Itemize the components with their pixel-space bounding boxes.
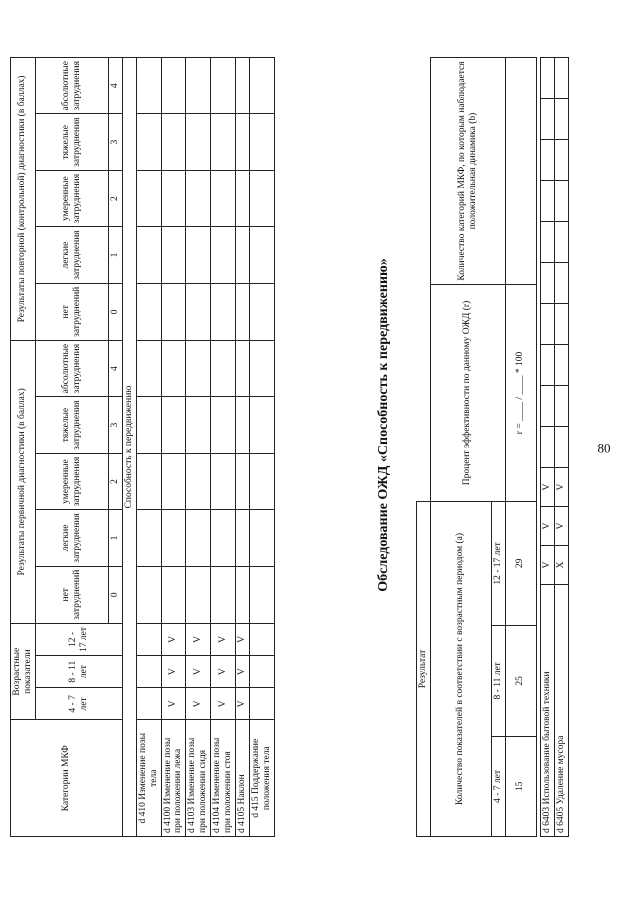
age-value: 29 [505, 502, 536, 626]
empty-cell [554, 304, 568, 345]
empty-cell [554, 345, 568, 386]
empty-cell [249, 656, 274, 688]
empty-cell [136, 170, 161, 226]
value-cell: V [186, 656, 211, 688]
value-cell: V [161, 623, 186, 655]
empty-cell [211, 283, 236, 340]
empty-cell [136, 340, 161, 396]
empty-cell [161, 453, 186, 509]
col-category: Категории МКФ [11, 720, 123, 837]
col-b-header: Количество категорий МКФ, по которым наблюдается положительная динамика (b) [430, 58, 505, 285]
empty-cell [211, 566, 236, 623]
table-row [236, 58, 250, 837]
empty-cell [249, 340, 274, 396]
empty-cell [249, 227, 274, 283]
page-number: 80 [597, 440, 611, 456]
value-cell: V [541, 468, 555, 507]
empty-cell [249, 566, 274, 623]
main-table [10, 57, 275, 837]
score-number: 3 [108, 114, 122, 170]
empty-cell [161, 283, 186, 340]
empty-cell [249, 58, 274, 114]
empty-cell [161, 170, 186, 226]
empty-cell [186, 170, 211, 226]
age-header: 12 - 17 лет [35, 623, 122, 655]
empty-cell [249, 283, 274, 340]
empty-cell [136, 283, 161, 340]
table-row [430, 58, 491, 837]
empty-cell [136, 688, 161, 720]
category-cell: d 415 Поддержание положения тела [249, 720, 274, 837]
col-age: Возрастные показатели [11, 623, 36, 720]
score-number: 0 [108, 283, 122, 340]
empty-cell [136, 114, 161, 170]
value-cell: V [161, 688, 186, 720]
value-cell: V [236, 656, 250, 688]
empty-cell [505, 58, 536, 285]
empty-cell [541, 386, 555, 427]
table-row [505, 58, 536, 837]
empty-cell [249, 453, 274, 509]
value-cell: V [211, 688, 236, 720]
score-header: нет затруднений [35, 283, 108, 340]
empty-cell [161, 340, 186, 396]
empty-cell [161, 227, 186, 283]
empty-cell [249, 623, 274, 655]
empty-cell [236, 170, 250, 226]
empty-cell [249, 688, 274, 720]
empty-cell [236, 58, 250, 114]
empty-cell [186, 397, 211, 453]
score-header: нет затруднений [35, 566, 108, 623]
empty-cell [211, 453, 236, 509]
empty-cell [554, 58, 568, 99]
empty-cell [541, 181, 555, 222]
empty-cell [249, 114, 274, 170]
age-header: 8 - 11 лет [491, 625, 505, 736]
empty-cell [236, 340, 250, 396]
empty-cell [136, 397, 161, 453]
score-header: абсолютные затруднения [35, 340, 108, 396]
score-header: умеренные затруднения [35, 453, 108, 509]
score-number: 1 [108, 510, 122, 566]
empty-cell [186, 114, 211, 170]
col-r-header: Процент эффективности по данному ОЖД (r) [430, 285, 505, 502]
category-cell: d 4104 Изменение позы при положении стоя [211, 720, 236, 837]
empty-cell [161, 566, 186, 623]
table-row [211, 58, 236, 837]
category-cell: d 410 Изменение позы тела [136, 720, 161, 837]
value-cell: V [236, 623, 250, 655]
score-header: абсолютные затруднения [35, 58, 108, 114]
empty-cell [236, 453, 250, 509]
value-cell: V [186, 623, 211, 655]
empty-cell [541, 222, 555, 263]
age-header: 12 - 17 лет [491, 502, 505, 626]
empty-cell [136, 227, 161, 283]
col-primary: Результаты первичной диагностики (в баллах) [11, 340, 36, 623]
group-row: Способность к передвижению [122, 58, 136, 837]
section-title: Обследование ОЖД «Способность к передвижению» [376, 258, 391, 592]
empty-cell [211, 340, 236, 396]
score-header: легкие затруднения [35, 510, 108, 566]
empty-cell [186, 283, 211, 340]
empty-cell [541, 304, 555, 345]
empty-cell [236, 566, 250, 623]
empty-cell [136, 510, 161, 566]
empty-cell [211, 227, 236, 283]
empty-cell [161, 114, 186, 170]
empty-cell [211, 397, 236, 453]
empty-cell [554, 427, 568, 468]
empty-cell [554, 181, 568, 222]
empty-cell [211, 58, 236, 114]
empty-cell [541, 427, 555, 468]
value-cell: V [554, 507, 568, 546]
table-row [122, 58, 136, 837]
empty-cell [236, 227, 250, 283]
score-number: 4 [108, 58, 122, 114]
value-cell: V [211, 656, 236, 688]
empty-cell [211, 170, 236, 226]
empty-cell [186, 340, 211, 396]
empty-cell [249, 397, 274, 453]
table-row [35, 58, 108, 837]
table-row [249, 58, 274, 837]
empty-cell [136, 566, 161, 623]
empty-cell [236, 510, 250, 566]
empty-cell [161, 510, 186, 566]
table-row [541, 58, 555, 837]
value-cell: V [186, 688, 211, 720]
table-row [136, 58, 161, 837]
empty-cell [211, 114, 236, 170]
empty-cell [554, 386, 568, 427]
empty-cell [554, 99, 568, 140]
category-cell: d 6403 Использование бытовой техники [541, 585, 555, 837]
score-number: 4 [108, 340, 122, 396]
empty-cell [554, 222, 568, 263]
top-table [540, 57, 569, 837]
table-row [417, 58, 431, 837]
score-number: 3 [108, 397, 122, 453]
table-row [186, 58, 211, 837]
age-value: 15 [505, 736, 536, 836]
score-number: 0 [108, 566, 122, 623]
empty-cell [236, 114, 250, 170]
value-cell: V [161, 656, 186, 688]
col-repeat: Результаты повторной (контрольной) диагностики (в баллах) [11, 58, 36, 341]
category-cell: d 4100 Изменение позы при положении лежа [161, 720, 186, 837]
value-cell: X [554, 546, 568, 585]
formula: r = ____ / ____ * 100 [505, 285, 536, 502]
table-row [11, 58, 36, 837]
table-row [161, 58, 186, 837]
empty-cell [541, 345, 555, 386]
score-header: легкие затруднения [35, 227, 108, 283]
empty-cell [161, 397, 186, 453]
score-header: умеренные затруднения [35, 170, 108, 226]
age-header: 8 - 11 лет [35, 656, 122, 688]
empty-cell [161, 58, 186, 114]
score-number: 2 [108, 453, 122, 509]
score-number: 2 [108, 170, 122, 226]
value-cell: V [541, 507, 555, 546]
empty-cell [541, 263, 555, 304]
age-header: 4 - 7 лет [35, 688, 122, 720]
value-cell: V [554, 468, 568, 507]
value-cell: V [236, 688, 250, 720]
empty-cell [136, 58, 161, 114]
value-cell: V [211, 623, 236, 655]
empty-cell [186, 566, 211, 623]
empty-cell [541, 58, 555, 99]
score-header: тяжелые затруднения [35, 397, 108, 453]
empty-cell [186, 58, 211, 114]
score-number: 1 [108, 227, 122, 283]
score-header: тяжелые затруднения [35, 114, 108, 170]
empty-cell [554, 263, 568, 304]
empty-cell [249, 170, 274, 226]
col-a-header: Количество показателей в соответствии с возрастным периодом (а) [430, 502, 491, 837]
empty-cell [236, 397, 250, 453]
table-row [554, 58, 568, 837]
empty-cell [186, 227, 211, 283]
age-header: 4 - 7 лет [491, 736, 505, 836]
empty-cell [136, 656, 161, 688]
empty-cell [211, 510, 236, 566]
empty-cell [541, 99, 555, 140]
empty-cell [541, 140, 555, 181]
value-cell: V [541, 546, 555, 585]
category-cell: d 6405 Удаление мусора [554, 585, 568, 837]
empty-cell [186, 510, 211, 566]
empty-cell [136, 453, 161, 509]
empty-cell [236, 283, 250, 340]
empty-cell [186, 453, 211, 509]
category-cell: d 4103 Изменение позы при положении сидя [186, 720, 211, 837]
empty-cell [554, 140, 568, 181]
empty-cell [249, 510, 274, 566]
result-table [416, 57, 537, 837]
category-cell: d 4105 Наклон [236, 720, 250, 837]
result-label: Результат [417, 502, 431, 837]
empty-cell [136, 623, 161, 655]
age-value: 25 [505, 625, 536, 736]
